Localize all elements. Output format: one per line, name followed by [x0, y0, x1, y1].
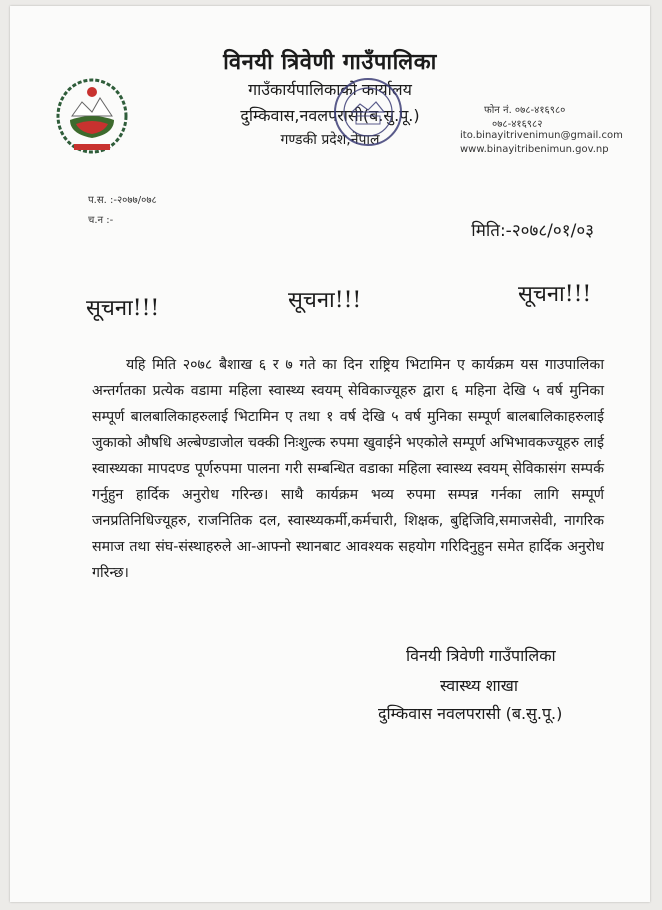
contact-phone-alt: ०७८-४१६९८२: [492, 119, 543, 130]
signature-address: दुम्किवास नवलपरासी (ब.सु.पू.): [378, 704, 563, 723]
contact-phone: फोन नं. ०७८-४१६९८०: [484, 105, 566, 116]
office-line-3: गण्डकी प्रदेश,नेपाल: [280, 132, 380, 148]
signature-office: विनयी त्रिवेणी गाउँपालिका: [406, 646, 556, 665]
notice-heading-center: सूचना!!!: [288, 288, 362, 313]
dispatch-number: च.न :-: [88, 215, 114, 226]
notice-heading-left: सूचना!!!: [86, 296, 160, 321]
signature-branch: स्वास्थ्य शाखा: [440, 676, 518, 695]
contact-website: www.binayitribenimun.gov.np: [460, 144, 609, 155]
nepal-emblem-icon: [52, 72, 132, 158]
contact-email: ito.binayitrivenimun@gmail.com: [460, 130, 623, 141]
office-stamp-icon: [332, 76, 404, 148]
letter-page: [10, 6, 650, 902]
letter-reference-number: प.स. :-२०७७/०७८: [88, 195, 157, 206]
office-title: विनयी त्रिवेणी गाउँपालिका: [223, 50, 437, 75]
notice-heading-right: सूचना!!!: [518, 282, 592, 307]
letter-date: मिति:-२०७८/०१/०३: [471, 221, 594, 241]
notice-body-text: यहि मिति २०७८ बैशाख ६ र ७ गते का दिन राष्ट्रिय भिटामिन ए कार्यक्रम यस गाउपालिका अन्तर्गतका प्रत्येक वडामा महिला स्वास्थ्य स्वयम् सेविकाज्यूहरु द्वारा ६ महिना देखि ५ वर्ष मुनिका सम्पूर्ण बालबालिकाहरुलाई भिटामिन ए तथा १ वर्ष देखि ५ वर्ष मुनिका सम्पूर्ण बालबालिकाहरुलाई जुकाको औषधि अल्बेण्डाजोल चक्की निःशुल्क रुपमा खुवाईने भएकोले सम्पूर्ण अभिभावकज्यूहरु लाई स्वास्थ्यका मापदण्ड पूर्णरुपमा पालना गरी सम्बन्धित वडाका महिला स्वास्थ्य स्वयम् सेविकासंग सम्पर्क गर्नुहुन हार्दिक अनुरोध गरिन्छ। साथै कार्यक्रम भव्य रुपमा सम्पन्न गर्नका लागि सम्पूर्ण जनप्रतिनिधिज्यूहरु, राजनितिक दल, स्वास्थ्यकर्मी,कर्मचारी, शिक्षक, बुद्दिजिवि,समाजसेवी, नागरिक समाज तथा संघ-संस्थाहरुले आ-आफ्नो स्थानबाट आवश्यक सहयोग गरिदिनुहुन समेत हार्दिक अनुरोध गरिन्छ।: [92, 357, 604, 581]
office-line-2: दुम्किवास,नवलपरासी(ब.सु.पू.): [240, 106, 420, 125]
notice-body: [92, 352, 604, 586]
office-line-1: गाउँकार्यपालिकाको कार्यालय: [248, 80, 412, 99]
